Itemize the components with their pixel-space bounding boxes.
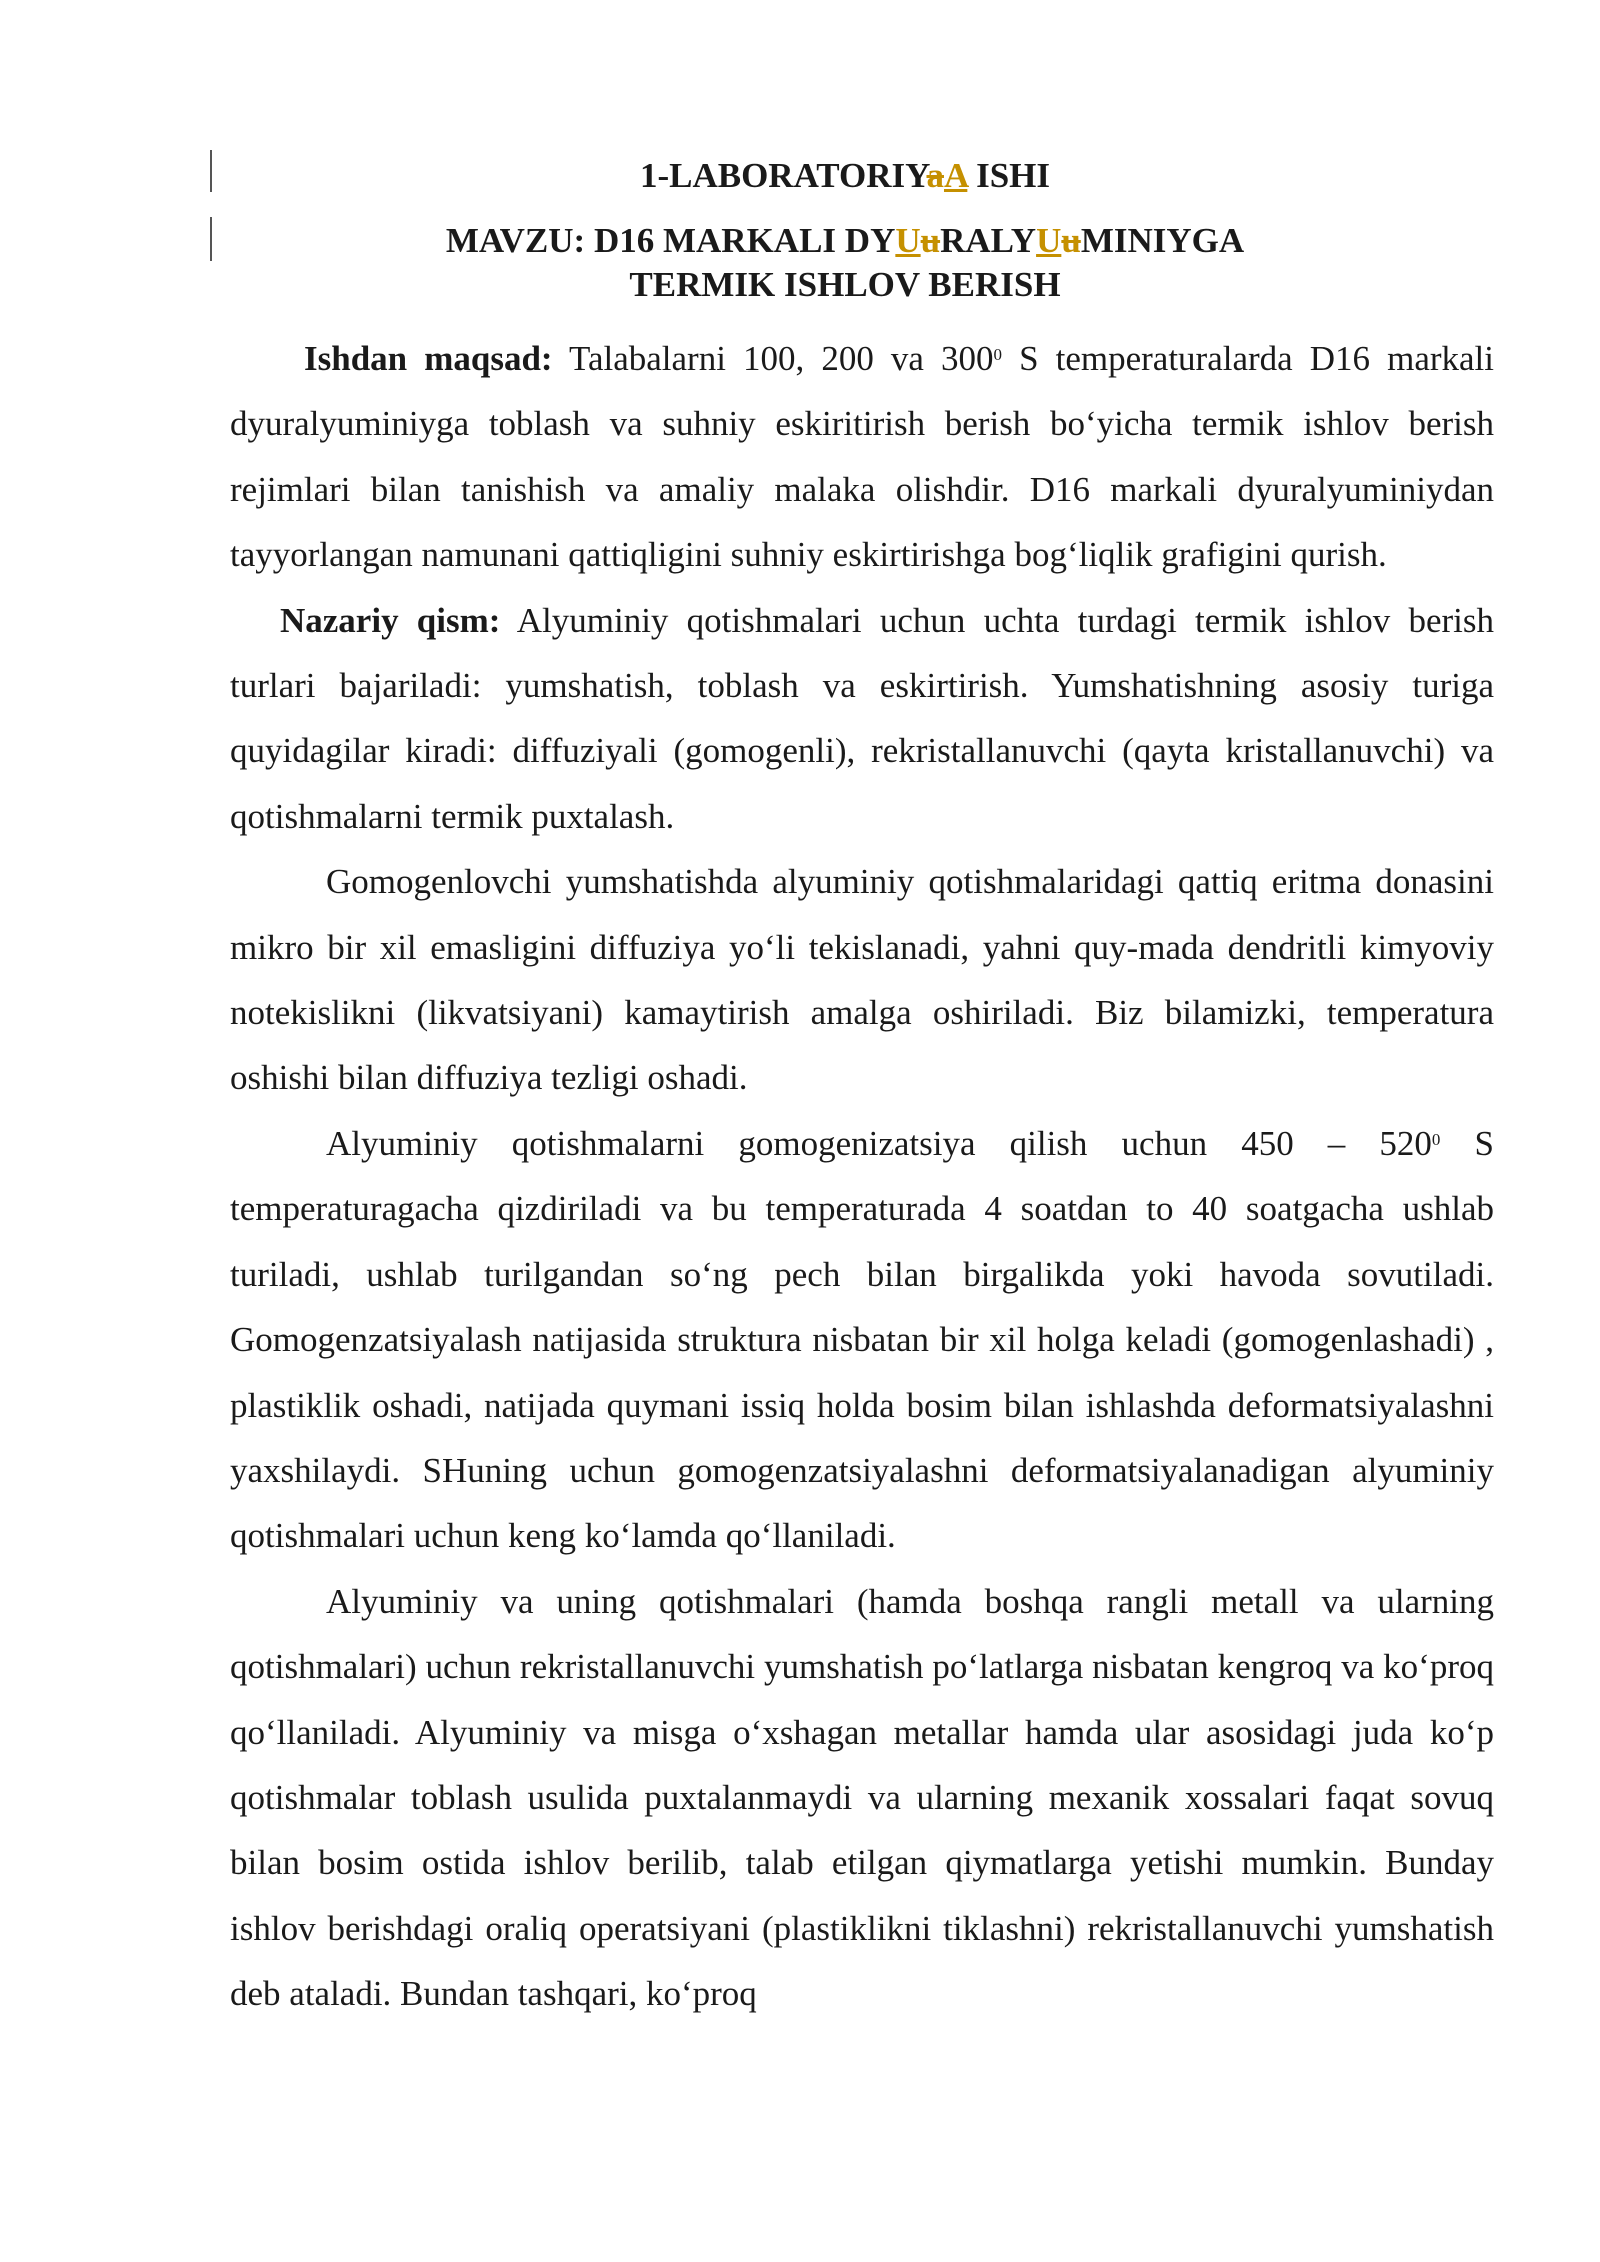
topic-title-line2: TERMIK ISHLOV BERISH <box>629 265 1061 304</box>
tracked-deletion: a <box>926 156 944 195</box>
theory-label: Nazariy qism: <box>280 600 501 640</box>
paragraph-theory <box>230 588 1494 850</box>
title-text: RALY <box>940 221 1037 260</box>
text-run: S temperaturalarda D16 markali dyuralyuminiyga toblash va suhniy eskiritirish berish bo‘yicha termik ishlov berish rejimlari bilan tanishish va amaliy malaka olishdir. D16 markali dyuralyuminiydan tayyorlangan namunani qattiqligini suhniy eskirtirishga bog‘liqlik grafigini qurish. <box>230 339 1494 575</box>
tracked-deletion: u <box>1061 221 1081 260</box>
title-text: 1-LABORATORIY <box>639 156 927 195</box>
document-body <box>230 326 1494 2027</box>
text-run: Talabalarni 100, 200 va 300 <box>552 339 994 378</box>
text-run: S temperaturagacha qizdiriladi va bu temperaturada 4 soatdan to 40 soatgacha ushlab turiladi, ushlab turilgandan so‘ng pech bilan birgalikda yoki havoda sovutiladi. Gomogenzatsiyalash natijasida struktura nisbatan bir xil holga keladi (gomogenlashadi) , plastiklik oshadi, natijada quymani issiq holda bosim bilan ishlashda deformatsiyalashni yaxshilaydi. SHuning uchun gomogenzatsiyalashni deformatsiyalanadigan alyuminiy qotishmalari uchun keng ko‘lamda qo‘llaniladi. <box>230 1123 1495 1556</box>
superscript: 0 <box>1431 1129 1441 1149</box>
purpose-label: Ishdan maqsad: <box>304 339 553 378</box>
title-text: MINIYGA <box>1080 221 1245 260</box>
paragraph-homogenizing: Gomogenlovchi yumshatishda alyuminiy qotishmalaridagi qattiq eritma donasini mikro bir xil emasligini diffuziya yo‘li tekislanadi, yahni quy-mada dendritli kimyoviy notekislikni (likvatsiyani) kamaytirish amalga oshiriladi. Biz bilamizki, temperatura oshishi bilan diffuziya tezligi oshadi. <box>230 862 1494 1098</box>
lab-title <box>0 152 1600 200</box>
text-run: Alyuminiy qotishmalarni gomogenizatsiya qilish uchun 450 – 520 <box>326 1123 1432 1163</box>
title-text: MAVZU: D16 MARKALI DY <box>445 221 896 260</box>
tracked-insertion: A <box>943 156 968 195</box>
paragraph-homogenization-temp <box>230 1111 1494 1569</box>
tracked-insertion: U <box>1036 221 1062 260</box>
tracked-deletion: u <box>920 221 941 260</box>
superscript: 0 <box>993 345 1002 364</box>
paragraph-recrystallization: Alyuminiy va uning qotishmalari (hamda boshqa rangli metall va ularning qotishmalari) uchun rekristallanuvchi yumshatish po‘latlarga nisbatan kengroq va ko‘proq qo‘llaniladi. Alyuminiy va misga o‘xshagan metallar hamda ular asosidagi juda ko‘p qotishmalar toblash usulida puxtalanmaydi va ularning mexanik xossalari faqat sovuq bilan bosim ostida ishlov berilib, talab etilgan qiymatlarga yetishi mumkin. Bunday ishlov berishdagi oraliq operatsiyani (plastiklikni tiklashni) rekristallanuvchi yumshatish deb ataladi. Bundan tashqari, ko‘proq <box>230 1581 1494 2014</box>
paragraph-purpose <box>230 326 1494 588</box>
topic-title <box>0 217 1600 265</box>
title-text: ISHI <box>967 156 1051 195</box>
tracked-insertion: U <box>895 221 921 260</box>
text-run: Alyuminiy qotishmalari uchun uchta turdagi termik ishlov berish turlari bajariladi: yumshatish, toblash va eskirtirish. Yumshatishning asosiy turiga quyidagilar kiradi: diffuziyali (gomogenli), rekristallanuvchi (qayta kristallanuvchi) va qotishmalarni termik puxtalash. <box>230 600 1494 836</box>
